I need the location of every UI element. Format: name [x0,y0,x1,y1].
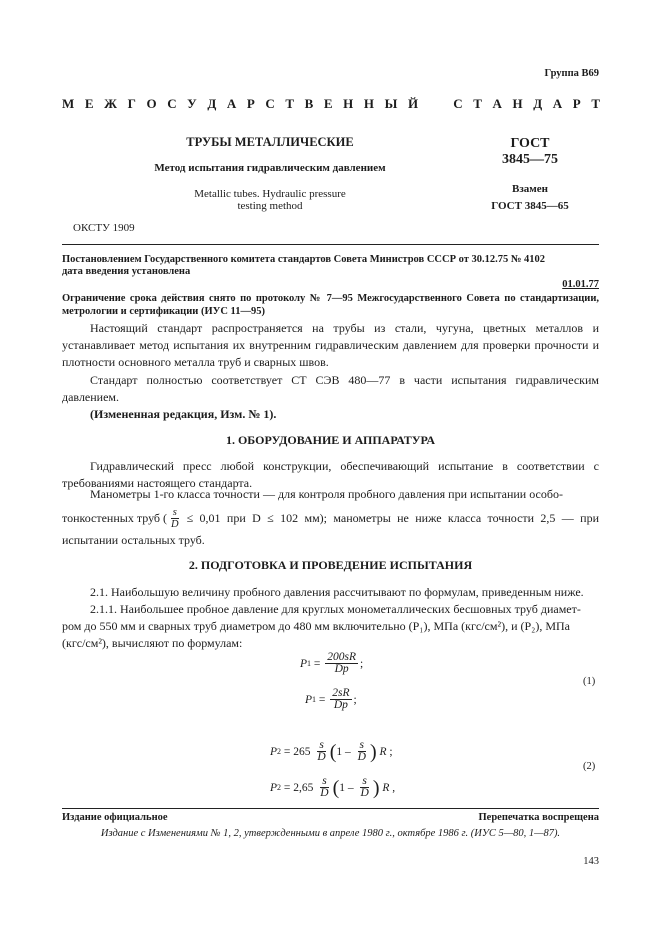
header-letter: М [62,96,75,111]
header-letter: А [492,96,502,111]
doc-subtitle: Метод испытания гидравлическим давлением [154,162,386,174]
formula-num: 2sR [332,687,350,699]
gauges-text-1: тонкостенных труб ( [62,511,168,525]
compliance-paragraph: Стандарт полностью соответствует СТ СЭВ 480—77 в части испытания гидравлическим давлением. [62,373,599,404]
clause-2-1-1-a: 2.1.1. Наибольшее пробное давление для круглых монометаллических бесшовных труб диамет- [90,602,581,616]
intro-paragraph: Настоящий стандарт распространяется на трубы из стали, чугуна, цветных металлов и устанавливает метод испытания их внутренним гидравлическим давлением для проверки прочности и плотности основного металла труб и сварных швов. [62,321,599,369]
header-letter: Ы [384,96,398,111]
fraction-den: D [171,519,179,530]
decree-text: Постановлением Государственного комитета стандартов Совета Министров СССР от 30.12.75 № 4102 [62,254,546,265]
gost-number: 3845—75 [502,152,558,167]
replace-label: Взамен [512,183,548,195]
header-letter: Д [207,96,217,111]
header-letter: В [304,96,314,111]
header-letter: Г [127,96,136,111]
formula-den: D [357,751,366,763]
header-letter: А [226,96,237,111]
header-letter: У [187,96,197,111]
header-letter: Е [323,96,333,111]
group-code: Группа В69 [544,68,599,79]
replace-number: ГОСТ 3845—65 [491,200,569,212]
header-letter [429,96,443,112]
formula-den: Dр [333,699,348,711]
header-letter: С [453,96,463,111]
divider-top [62,244,599,245]
reprint-prohibited: Перепечатка воспрещена [478,812,599,823]
formula-num: 200sR [327,651,357,663]
header-letter: Н [363,96,375,111]
header-letter: Й [407,96,419,111]
official-edition: Издание официальное [62,812,168,823]
formula-p1-a: P 1 = $\frac{200sR}{Dр}$ ; [300,651,364,675]
section-2-heading: 2. ПОДГОТОВКА И ПРОВЕДЕНИЕ ИСПЫТАНИЯ [188,558,473,572]
clause-2-1-1-c: (кгс/см²), вычисляют по формулам: [62,636,243,650]
gauges-text-2: ≤ 0,01 при D ≤ 102 мм); манометры не ниже класса точности 2,5 — при [186,511,599,525]
header-letter: С [167,96,177,111]
formula-num: s [319,739,324,751]
standard-header [62,96,600,112]
equation-number-2: (2) [583,761,596,772]
formula-den: D [320,787,329,799]
header-letter: Д [533,96,543,111]
formula-num: s [322,775,327,787]
header-letter: Е [84,96,94,111]
section-1-gauges-b [62,507,599,530]
section-1-press: Гидравлический пресс любой конструкции, обеспечивающий испытание в соответствии с требованиями настоящего стандарта. [62,459,599,490]
title-en-line1: Metallic tubes. Hydraulic pressure [194,188,346,200]
header-letter: Т [285,96,295,111]
header-letter: Н [343,96,354,111]
formula-p1-b: P 1 = $\frac{2sR}{Dр}$ ; [305,687,357,711]
intro-date: 01.01.77 [562,279,599,290]
doc-title: ТРУБЫ МЕТАЛЛИЧЕСКИЕ [186,135,354,149]
clause-2-1-1-b: ром до 550 мм и сварных труб диаметром до 480 мм включительно (P₁), МПа (кгс/см²), и (P₂), МПа [62,619,570,633]
header-letter: Р [572,96,581,111]
section-1-gauges-a: Манометры 1-го класса точности — для контроля пробного давления при испытании особо- [90,487,563,501]
divider-bottom [62,808,599,809]
formula-den: Dр [334,663,349,675]
restriction-text: Ограничение срока действия снято по протоколу № 7—95 Межгосударственного Совета по стандартизации, метрологии и сертификации (ИУС 11—95) [62,293,599,317]
clause-2-1: 2.1. Наибольшую величину пробного давления рассчитывают по формулам, приведенным ниже. [90,585,584,599]
header-letter: С [265,96,275,111]
header-letter: Т [473,96,482,111]
equation-number-1: (1) [583,676,596,687]
formula-num: s [359,739,365,751]
oksty-code: ОКСТУ 1909 [73,222,135,234]
formula-den: D [360,787,369,799]
formula-p2-b: P 2 = 2,65 $\frac{s}{D}$ ( 1 – $\frac{s}{D}$ ) R , [270,775,396,799]
header-letter: О [146,96,157,111]
gost-label: ГОСТ [510,136,550,151]
title-en-line2: testing method [237,200,303,212]
header-letter: Н [512,96,523,111]
section-1-heading: 1. ОБОРУДОВАНИЕ И АППАРАТУРА [225,433,436,447]
formula-p2-a: P 2 = 265 $\frac{s}{D}$ ( 1 – $\frac{s}{D}$ ) R ; [270,739,393,763]
decree-line2: дата введения установлена [62,266,191,277]
header-letter: Ж [104,96,117,111]
header-letter: Т [591,96,600,111]
s-over-d-fraction [169,507,181,530]
page-number: 143 [583,856,599,867]
header-letter: Р [246,96,255,111]
fraction-num: s [172,507,177,518]
section-1-gauges-c: испытании остальных труб. [62,533,205,547]
formula-den: D [317,751,326,763]
formula-num: s [362,775,367,787]
edition-note: Издание с Изменениями № 1, 2, утвержденными в апреле 1980 г., октябре 1986 г. (ИУС 5—80, 1—87). [100,828,561,839]
header-letter: А [552,96,563,111]
amendment-note: (Измененная редакция, Изм. № 1). [90,407,277,421]
